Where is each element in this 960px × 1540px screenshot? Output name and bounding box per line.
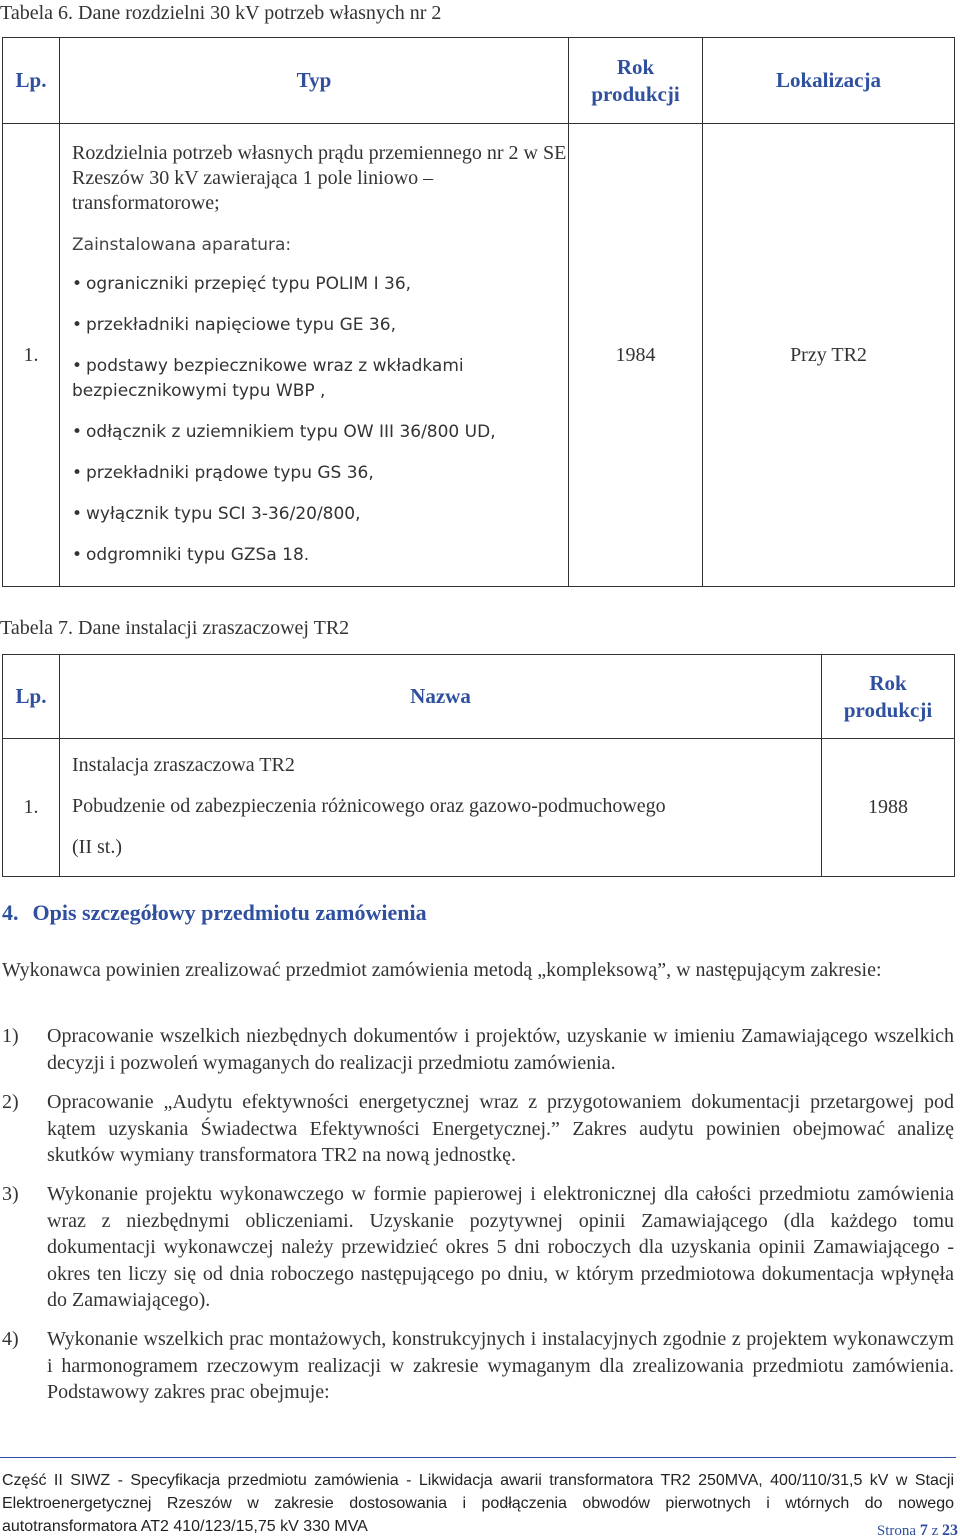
bullet-icon: •: [72, 356, 83, 376]
list-item: • przekładniki prądowe typu GS 36,: [72, 461, 568, 486]
list-item: [2, 1181, 954, 1314]
section-title: Opis szczegółowy przedmiotu zamówienia: [32, 900, 427, 925]
item-number: 3): [2, 1183, 19, 1205]
table-row: [3, 739, 955, 877]
list-item: • podstawy bezpiecznikowe wraz z wkładkami bezpiecznikowymi typu WBP ,: [72, 356, 464, 401]
table7: [2, 654, 955, 877]
footer-divider: [0, 1457, 956, 1458]
table7-header-nazwa: Nazwa: [60, 655, 822, 739]
section-number: 4.: [2, 900, 19, 925]
table6-cell-lokalizacja: Przy TR2: [703, 124, 955, 587]
table6-header-rok: [569, 38, 703, 124]
item-text: Wykonanie wszelkich prac montażowych, konstrukcyjnych i instalacyjnych zgodnie z projektem wykonawczym i harmonogramem rzeczowym realizacji w zakresie wymaganym dla zrealizowania przedmiotu zamówienia. Podstawowy zakres prac obejmuje:: [47, 1328, 954, 1403]
bullet-icon: •: [72, 274, 83, 294]
table7-cell-nazwa: [60, 739, 822, 877]
table6-header-typ: Typ: [60, 38, 569, 124]
table6-header-lp: Lp.: [3, 38, 60, 124]
table7-header-rok: [822, 655, 955, 739]
item-number: 4): [2, 1328, 19, 1350]
table7-caption: Tabela 7. Dane instalacji zraszaczowej TR2: [0, 617, 350, 639]
equipment-description: Rozdzielnia potrzeb własnych prądu przemiennego nr 2 w SE Rzeszów 30 kV zawierająca 1 pole liniowo – transformatorowe;: [72, 142, 567, 214]
table7-line: Instalacja zraszaczowa TR2: [72, 754, 295, 776]
table7-line: (II st.): [72, 836, 122, 858]
table7-header-lp: Lp.: [3, 655, 60, 739]
bullet-icon: •: [72, 315, 83, 335]
table6-caption: Tabela 6. Dane rozdzielni 30 kV potrzeb własnych nr 2: [0, 2, 442, 24]
table6-cell-typ: [60, 124, 569, 587]
list-item: • wyłącznik typu SCI 3-36/20/800,: [72, 502, 568, 527]
item-text: Opracowanie „Audytu efektywności energetycznej wraz z przygotowaniem dokumentacji przetargowej pod kątem uzyskania Świadectwa Efektywności Energetycznej.” Zakres audytu powinien obejmować analizę skutków wymiany transformatora TR2 na nową jednostkę.: [47, 1091, 954, 1166]
list-item: [2, 1023, 954, 1076]
page-number: Strona 7 z 23: [876, 1522, 958, 1539]
table7-cell-lp: 1.: [3, 739, 60, 877]
bullet-icon: •: [72, 504, 83, 524]
table6-cell-rok: 1984: [569, 124, 703, 587]
item-number: 2): [2, 1091, 19, 1113]
header-rok-line1: Rok: [869, 670, 907, 695]
list-item: • odgromniki typu GZSa 18.: [72, 543, 568, 568]
list-item: • przekładniki napięciowe typu GE 36,: [72, 313, 568, 338]
table-row: [3, 124, 955, 587]
list-item: • ograniczniki przepięć typu POLIM I 36,: [72, 272, 568, 297]
bullet-icon: •: [72, 422, 83, 442]
list-item: [2, 1089, 954, 1169]
equipment-list: [72, 272, 568, 568]
bullet-icon: •: [72, 545, 83, 565]
header-rok-line2: produkcji: [843, 697, 933, 722]
section-heading: [2, 900, 427, 926]
list-item: • odłącznik z uziemnikiem typu OW III 36/800 UD,: [72, 420, 568, 445]
table6-cell-lp: 1.: [3, 124, 60, 587]
header-rok-line2: produkcji: [591, 81, 680, 106]
table7-line: Pobudzenie od zabezpieczenia różnicowego oraz gazowo-podmuchowego: [72, 795, 666, 817]
table7-cell-rok: 1988: [822, 739, 955, 877]
header-rok-line1: Rok: [616, 54, 655, 79]
item-text: Wykonanie projektu wykonawczego w formie papierowej i elektronicznej dla całości przedmiotu zamówienia wraz z niezbędnymi obliczeniami. Uzyskanie pozytywnej opinii Zamawiającego (dla każdego tomu dokumentacji wykonawczej należy przewidzieć okres 5 dni roboczych dla uzyskania opinii Zamawiającego - okres ten liczy się od dnia roboczego następującego po dniu, w którym przedmiotowa dokumentacja wpłynęła do Zamawiającego).: [47, 1183, 954, 1311]
item-text: Opracowanie wszelkich niezbędnych dokumentów i projektów, uzyskanie w imieniu Zamawiającego wszelkich decyzji i pozwoleń wymaganych do realizacji przedmiotu zamówienia.: [47, 1025, 954, 1074]
list-item: [2, 1326, 954, 1406]
installed-label: Zainstalowana aparatura:: [72, 235, 292, 255]
table6-header-lokalizacja: Lokalizacja: [703, 38, 955, 124]
table6: [2, 37, 955, 587]
item-number: 1): [2, 1025, 19, 1047]
footer-text: Część II SIWZ - Specyfikacja przedmiotu zamówienia - Likwidacja awarii transformatora TR2 250MVA, 400/110/31,5 kV w Stacji Elektroenergetycznej Rzeszów w zakresie dostosowania i podłączenia obwodów pierwotnych i wtórnych do nowego autotransformatora AT2 410/123/15,75 kV 330 MVA: [2, 1472, 954, 1535]
bullet-icon: •: [72, 463, 83, 483]
section-intro: Wykonawca powinien zrealizować przedmiot zamówienia metodą „kompleksową”, w następującym zakresie:: [2, 959, 882, 981]
